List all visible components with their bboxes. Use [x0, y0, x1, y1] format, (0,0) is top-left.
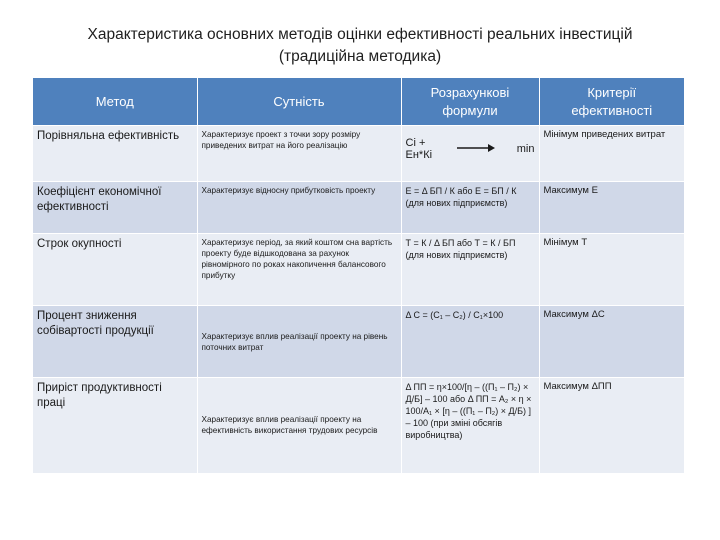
methods-table [33, 78, 684, 473]
header-method: Метод [33, 78, 197, 126]
formula-with-arrow [406, 137, 535, 161]
title-line-1: Характеристика основних методів оцінки ефективності реальних інвестицій [87, 26, 633, 43]
title-line-2: (традиційна методика) [278, 48, 442, 65]
criterion-cell: Мінімум приведених витрат [539, 126, 684, 182]
formula-cell: Т = К / Δ БП або Т = К / БП (для нових підприємств) [401, 234, 539, 306]
formula-cell: Δ ПП = η×100/[η – ((П₁ – П₂) × Д/Б] – 100 або Δ ПП = А₂ × η × 100/А₁ × [η – ((П₁ – П₂) × Д/Б) ] – 100 (при зміні обсягів виробництва) [401, 378, 539, 473]
table-row [33, 306, 684, 378]
essence-cell: Характеризує проект з точки зору розміру приведених витрат на його реалізацію [197, 126, 401, 182]
formula-text: Сі + Ен*Кі [405, 137, 433, 161]
essence-cell: Характеризує період, за який коштом сна вартість проекту буде відшкодована за рахунок рівномірного по роках накопичення балансового прибутку [197, 234, 401, 306]
formula-min-label: min [516, 143, 535, 155]
method-cell: Порівняльна ефективність [33, 126, 197, 182]
essence-cell: Характеризує вплив реалізації проекту на рівень поточних витрат [197, 306, 401, 378]
table-header-row [33, 78, 684, 126]
formula-cell [401, 126, 539, 182]
table-row [33, 234, 684, 306]
arrow-right-icon [457, 143, 495, 156]
header-essence: Сутність [197, 78, 401, 126]
method-cell: Процент зниження собівартості продукції [33, 306, 197, 378]
criterion-cell: Максимум ΔС [539, 306, 684, 378]
formula-cell: Е = Δ БП / К або Е = БП / К (для нових підприємств) [401, 182, 539, 234]
slide-title [40, 24, 680, 68]
table-row [33, 378, 684, 473]
table-row [33, 126, 684, 182]
criterion-cell: Максимум Е [539, 182, 684, 234]
header-criteria: Критерії ефективності [539, 78, 684, 126]
header-formulas: Розрахункові формули [401, 78, 539, 126]
table-row [33, 182, 684, 234]
essence-cell: Характеризує вплив реалізації проекту на ефективність використання трудових ресурсів [197, 378, 401, 473]
formula-cell: Δ С = (С₁ – С₂) / С₁×100 [401, 306, 539, 378]
criterion-cell: Мінімум Т [539, 234, 684, 306]
criterion-cell: Максимум ΔПП [539, 378, 684, 473]
method-cell: Приріст продуктивності праці [33, 378, 197, 473]
method-cell: Строк окупності [33, 234, 197, 306]
essence-cell: Характеризує відносну прибутковість проекту [197, 182, 401, 234]
method-cell: Коефіцієнт економічної ефективності [33, 182, 197, 234]
